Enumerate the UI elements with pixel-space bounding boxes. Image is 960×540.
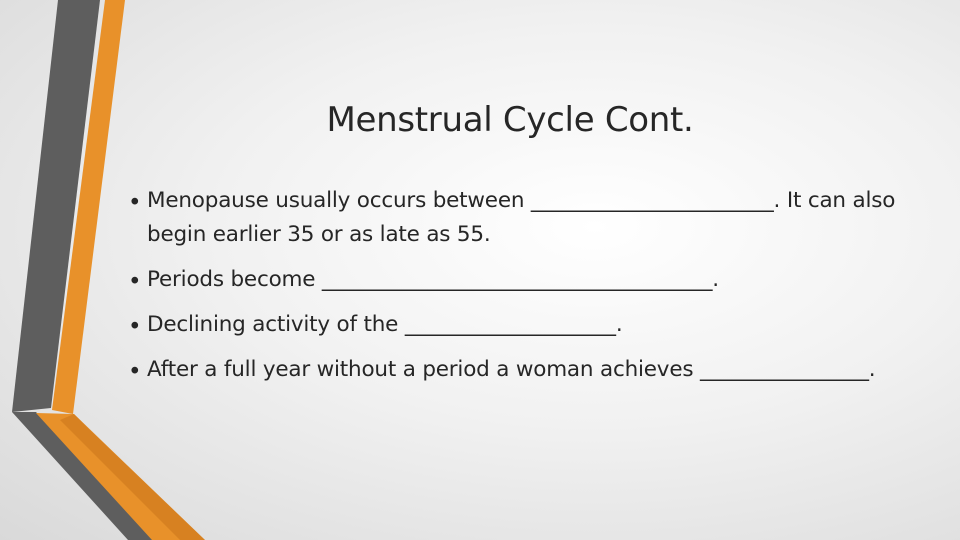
- bullet-dot: •: [128, 359, 142, 385]
- bullet-item: [128, 308, 908, 342]
- bullet-text: Menopause usually occurs between _______________________. It can also begin earlier 35 or as late as 55.: [147, 188, 896, 247]
- bullet-item: [128, 353, 908, 387]
- bullet-list: [128, 184, 908, 398]
- bullet-text: Periods become _____________________________________.: [147, 267, 719, 292]
- bullet-dot: •: [128, 314, 142, 340]
- bullet-text: Declining activity of the ____________________.: [147, 312, 623, 337]
- bullet-dot: •: [128, 190, 142, 216]
- bullet-item: [128, 263, 908, 297]
- bullet-dot: •: [128, 269, 142, 295]
- bullet-item: [128, 184, 908, 252]
- bullet-text: After a full year without a period a woman achieves ________________.: [147, 357, 876, 382]
- slide-title: Menstrual Cycle Cont.: [326, 100, 694, 140]
